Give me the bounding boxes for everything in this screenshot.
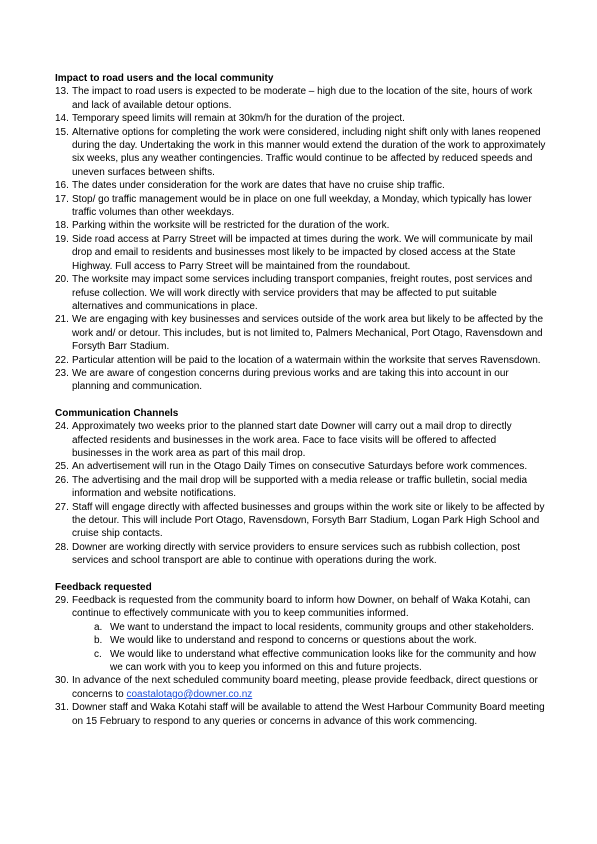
sub-list-item bbox=[72, 634, 547, 647]
section-heading: Communication Channels bbox=[55, 407, 179, 419]
section-impact bbox=[55, 72, 547, 394]
item-text: In advance of the next scheduled community board meeting, please provide feedback, direct questions or concerns to bbox=[72, 675, 538, 700]
item-text: We are engaging with key businesses and services outside of the work area but likely to be affected by the work and/ or detour. This includes, but is not limited to, Palmers Mechanical, Port Otago, Ravensdown and Forsyth Barr Stadium. bbox=[72, 314, 544, 353]
list-item bbox=[55, 313, 547, 353]
item-number: 22. bbox=[55, 354, 69, 366]
sub-list-item bbox=[72, 648, 547, 675]
numbered-list bbox=[55, 85, 547, 393]
item-number: 30. bbox=[55, 675, 69, 687]
sub-list bbox=[72, 621, 547, 675]
section-heading: Impact to road users and the local community bbox=[55, 73, 274, 84]
item-text: Downer are working directly with service providers to ensure services such as rubbish collection, post services and school transport are able to continue with operations during the work. bbox=[72, 541, 520, 567]
list-item bbox=[55, 273, 547, 313]
item-text: Downer staff and Waka Kotahi staff will be available to attend the West Harbour Community Board meeting on 15 February to respond to any queries or concerns in advance of this work commencing. bbox=[72, 702, 545, 727]
item-text: We are aware of congestion concerns during previous works and are taking this into account in our planning and communication. bbox=[72, 367, 509, 393]
item-number: 18. bbox=[55, 220, 69, 232]
item-number: 23. bbox=[55, 367, 69, 379]
item-text: The impact to road users is expected to be moderate – high due to the location of the site, hours of work and lack of available detour options. bbox=[72, 86, 533, 111]
sub-item-text: We would like to understand what effective communication looks like for the community and how we can work with you to keep you informed on this and future projects. bbox=[110, 648, 536, 674]
item-number: 17. bbox=[55, 193, 69, 205]
item-text: Temporary speed limits will remain at 30km/h for the duration of the project. bbox=[72, 113, 405, 125]
item-number: 31. bbox=[55, 702, 69, 714]
list-item bbox=[55, 179, 547, 192]
list-item bbox=[55, 112, 547, 125]
item-number: 21. bbox=[55, 314, 69, 326]
list-item bbox=[55, 193, 547, 220]
numbered-list bbox=[55, 594, 547, 728]
item-number: 25. bbox=[55, 461, 69, 473]
list-item bbox=[55, 594, 547, 674]
list-item bbox=[55, 674, 547, 701]
item-text: The dates under consideration for the work are dates that have no cruise ship traffic. bbox=[72, 180, 445, 192]
item-number: 15. bbox=[55, 126, 69, 138]
item-number: 28. bbox=[55, 541, 69, 553]
sub-item-letter: c. bbox=[94, 648, 102, 660]
section-heading: Feedback requested bbox=[55, 581, 152, 593]
item-text: Staff will engage directly with affected businesses and groups within the work site or likely to be affected by the detour. This will include Port Otago, Ravensdown, Forsyth Barr Stadium, Logan Park High School and cruise ship contacts. bbox=[72, 501, 545, 540]
item-text: Alternative options for completing the work were considered, including night shift only with lanes reopened during the day. Undertaking the work in this manner would extend the duration of the work to approximately six weeks, plus any weather contingencies. Traffic would continue to be affected by reduced speeds and uneven surfaces between shifts. bbox=[72, 126, 546, 178]
item-number: 24. bbox=[55, 421, 69, 433]
item-text: Parking within the worksite will be restricted for the duration of the work. bbox=[72, 220, 390, 232]
item-text: Approximately two weeks prior to the planned start date Downer will carry out a mail drop to directly affected residents and businesses in the work area. Face to face visits will be offered to affected businesses in the work area as part of this mail drop. bbox=[72, 421, 512, 459]
section-feedback bbox=[55, 581, 547, 728]
item-text: The advertising and the mail drop will be supported with a media release or traffic bulletin, social media information and website notifications. bbox=[72, 474, 528, 500]
item-text: The worksite may impact some services including transport companies, freight routes, post services and refuse collection. We will work directly with service providers that may be affected to put suitable alternatives and communications in place. bbox=[72, 274, 533, 312]
sub-item-letter: a. bbox=[94, 621, 103, 633]
item-number: 20. bbox=[55, 274, 69, 286]
sub-item-text: We want to understand the impact to local residents, community groups and other stakeholders. bbox=[110, 621, 534, 633]
item-number: 13. bbox=[55, 86, 69, 98]
list-item bbox=[55, 420, 547, 460]
sub-item-letter: b. bbox=[94, 635, 103, 647]
list-item bbox=[55, 354, 547, 367]
item-number: 19. bbox=[55, 233, 69, 245]
sub-item-text: We would like to understand and respond to concerns or questions about the work. bbox=[110, 635, 477, 647]
item-text: Stop/ go traffic management would be in place on one full weekday, a Monday, which typically has lower traffic volumes than other weekdays. bbox=[72, 193, 532, 219]
list-item bbox=[55, 85, 547, 112]
list-item bbox=[55, 501, 547, 541]
item-text: Feedback is requested from the community board to inform how Downer, on behalf of Waka Kotahi, can continue to effectively communicate with you to keep communities informed. bbox=[72, 595, 531, 620]
list-item bbox=[55, 541, 547, 568]
email-link[interactable]: coastalotago@downer.co.nz bbox=[126, 688, 253, 700]
section-communication bbox=[55, 407, 547, 568]
item-text: Particular attention will be paid to the location of a watermain within the worksite that serves Ravensdown. bbox=[72, 354, 541, 366]
list-item bbox=[55, 474, 547, 501]
list-item bbox=[55, 126, 547, 180]
list-item bbox=[55, 219, 547, 232]
list-item bbox=[55, 460, 547, 473]
numbered-list bbox=[55, 420, 547, 567]
item-text: Side road access at Parry Street will be impacted at times during the work. We will communicate by mail drop and email to residents and businesses most likely to be impacted by closed access at the State Highway. Full access to Parry Street will be maintained from the roundabout. bbox=[72, 233, 533, 272]
item-number: 29. bbox=[55, 595, 69, 607]
item-number: 27. bbox=[55, 501, 69, 513]
sub-list-item bbox=[72, 621, 547, 634]
item-number: 26. bbox=[55, 474, 69, 486]
list-item bbox=[55, 367, 547, 394]
list-item bbox=[55, 701, 547, 728]
item-number: 16. bbox=[55, 180, 69, 192]
item-text: An advertisement will run in the Otago Daily Times on consecutive Saturdays before work commences. bbox=[72, 461, 528, 473]
item-number: 14. bbox=[55, 113, 69, 125]
list-item bbox=[55, 233, 547, 273]
